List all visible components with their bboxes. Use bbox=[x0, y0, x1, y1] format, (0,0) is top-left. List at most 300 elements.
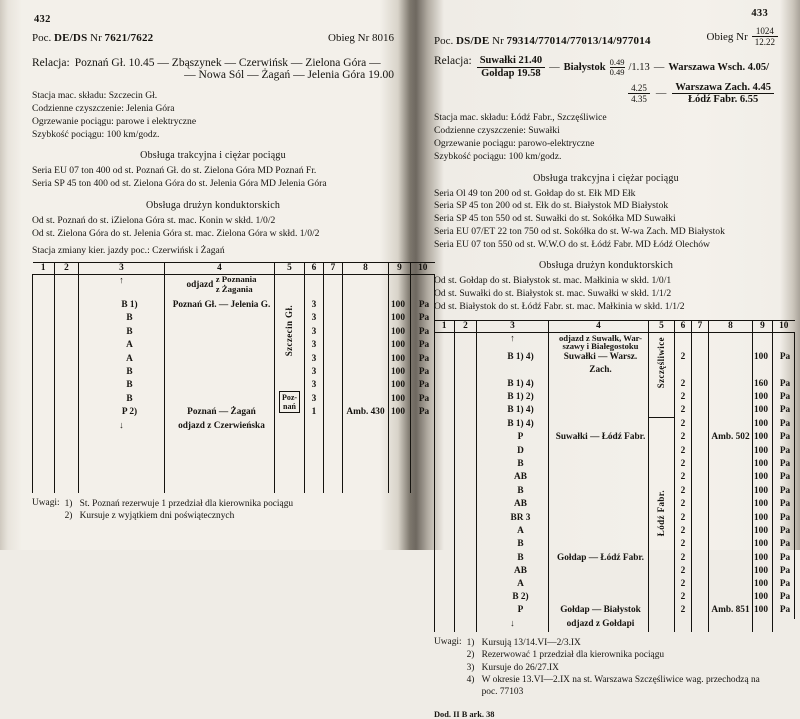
car-count: 1 bbox=[305, 406, 324, 419]
car-class: B 1) bbox=[79, 299, 165, 312]
cell-2 bbox=[55, 326, 79, 339]
cell-7 bbox=[692, 592, 709, 605]
car-class: D bbox=[477, 445, 549, 458]
car-class: B 1) 4) bbox=[477, 418, 549, 431]
consist-table-right bbox=[434, 320, 795, 633]
cell-2 bbox=[455, 404, 477, 417]
car-heating: Pa bbox=[773, 431, 795, 444]
table-row bbox=[435, 458, 795, 471]
car-heating: Pa bbox=[773, 552, 795, 565]
car-heating: Pa bbox=[773, 378, 795, 391]
relation-frac-times bbox=[628, 83, 650, 104]
car-count: 2 bbox=[675, 592, 692, 605]
car-note bbox=[709, 579, 753, 592]
note-item bbox=[65, 498, 293, 510]
cell-8 bbox=[692, 619, 709, 632]
col-header-4: 4 bbox=[549, 320, 649, 332]
obieg-left bbox=[328, 32, 394, 44]
table-row bbox=[33, 366, 435, 379]
car-count: 2 bbox=[675, 431, 692, 444]
cell-2 bbox=[455, 565, 477, 578]
rel-bialystok-times bbox=[610, 58, 625, 78]
table-row bbox=[33, 299, 435, 312]
cell-8 bbox=[709, 332, 753, 351]
table-row-filler bbox=[33, 433, 435, 493]
car-route bbox=[549, 592, 649, 605]
relation-line2-left: — Nowa Sól — Żagań — Jelenia Góra 19.00 bbox=[184, 69, 394, 81]
car-heating: Pa bbox=[411, 393, 435, 406]
car-count: 2 bbox=[675, 498, 692, 511]
cell-7 bbox=[324, 299, 343, 312]
cell-6 bbox=[675, 332, 692, 351]
meta-line: Codzienne czyszczenie: Jelenia Góra bbox=[32, 102, 175, 114]
cell-1 bbox=[33, 406, 55, 419]
cell-6 bbox=[305, 420, 324, 433]
obieg-label-left: Obieg Nr bbox=[328, 32, 370, 44]
cell-7 bbox=[692, 552, 709, 565]
car-speed: 100 bbox=[753, 538, 773, 551]
meta-line: Szybkość pociągu: 100 km/godz. bbox=[32, 128, 160, 140]
meta-line: Codzienne czyszczenie: Suwałki bbox=[434, 125, 560, 136]
car-speed: 100 bbox=[753, 351, 773, 378]
col-header-10: 10 bbox=[773, 320, 795, 332]
car-note bbox=[709, 485, 753, 498]
col-header-3: 3 bbox=[79, 263, 165, 275]
car-class: AB bbox=[477, 565, 549, 578]
cell-2 bbox=[455, 391, 477, 404]
table-row bbox=[33, 312, 435, 325]
crew-heading-left: Obsługa drużyn konduktorskich bbox=[145, 199, 281, 211]
crew-line: Od st. Suwałki do st. Białystok st. mac. Suwałki w skłd. 1/1/2 bbox=[434, 288, 672, 300]
cell-7 bbox=[692, 378, 709, 391]
vertical-label-lodz-fabr: Łódź Fabr. bbox=[655, 490, 666, 537]
crew-line: Od st. Zielona Góra do st. Jelenia Góra st. mac. Zielona Góra w skłd. 1/0/2 bbox=[32, 227, 320, 239]
car-class: B 1) 4) bbox=[477, 351, 549, 378]
car-count: 2 bbox=[675, 525, 692, 538]
obieg-right bbox=[707, 26, 779, 47]
car-count: 2 bbox=[675, 605, 692, 618]
cell-1 bbox=[435, 391, 455, 404]
table-row bbox=[435, 431, 795, 444]
footer-right: Dod. II B ark. 38 bbox=[434, 710, 495, 719]
cell-1 bbox=[435, 619, 455, 632]
car-count: 2 bbox=[675, 579, 692, 592]
car-heating: Pa bbox=[773, 525, 795, 538]
origin-depot-cell-left bbox=[275, 275, 305, 433]
cell-2 bbox=[55, 379, 79, 392]
cell-1 bbox=[435, 378, 455, 391]
cell-1 bbox=[33, 339, 55, 352]
car-note bbox=[709, 458, 753, 471]
arrow-down-cell-left: ↓ bbox=[79, 420, 165, 433]
poc-label-left: Poc. bbox=[32, 32, 52, 44]
car-speed: 100 bbox=[753, 605, 773, 618]
car-route bbox=[549, 565, 649, 578]
cell-2 bbox=[55, 420, 79, 433]
relation-row-2 bbox=[477, 82, 778, 107]
note-text: Kursują 13/14.VI—2/3.IX bbox=[481, 638, 581, 649]
table-row bbox=[33, 420, 435, 433]
table-row bbox=[435, 485, 795, 498]
table-row bbox=[33, 275, 435, 299]
traction-lines-right bbox=[434, 188, 778, 252]
car-speed: 100 bbox=[753, 431, 773, 444]
car-speed: 100 bbox=[389, 366, 411, 379]
cell-2 bbox=[55, 339, 79, 352]
obieg-num: 1024 bbox=[752, 26, 778, 37]
cell-1 bbox=[33, 366, 55, 379]
col-header-8: 8 bbox=[709, 320, 753, 332]
rel-frac1-den: Gołdap 19.58 bbox=[481, 67, 541, 79]
train-header-left bbox=[32, 32, 394, 44]
cell-2 bbox=[455, 471, 477, 484]
departure-key-left: odjazd bbox=[186, 280, 214, 291]
cell-1 bbox=[33, 420, 55, 433]
table-row bbox=[435, 418, 795, 431]
cell-7 bbox=[692, 485, 709, 498]
cell-1 bbox=[435, 458, 455, 471]
page-right bbox=[416, 0, 800, 719]
obieg-value-left: 8016 bbox=[372, 32, 394, 44]
car-class: B bbox=[79, 379, 165, 392]
cell-7 bbox=[324, 326, 343, 339]
cell-7 bbox=[692, 525, 709, 538]
car-route bbox=[165, 353, 275, 366]
cell-1 bbox=[33, 379, 55, 392]
traction-line: Seria SP 45 ton 200 od st. Ełk do st. Białystok MD Białystok bbox=[434, 200, 669, 212]
car-speed: 100 bbox=[753, 391, 773, 404]
cell-7 bbox=[692, 471, 709, 484]
cell-7 bbox=[324, 420, 343, 433]
cell-2 bbox=[55, 393, 79, 406]
meta-block-left bbox=[32, 90, 394, 141]
cell-1 bbox=[435, 605, 455, 618]
car-route: odjazd z Gołdapi bbox=[549, 619, 649, 632]
cell-2 bbox=[55, 366, 79, 379]
note-text: Kursuje z wyjątkiem dni poświątecznych bbox=[79, 511, 235, 522]
train-numbers-right: 79314/77014/77013/14/977014 bbox=[506, 35, 651, 48]
car-class: B bbox=[79, 326, 165, 339]
cell-1 bbox=[435, 525, 455, 538]
traction-heading-right: Obsługa trakcyjna i ciężar pociągu bbox=[533, 172, 679, 184]
col-header-9: 9 bbox=[389, 263, 411, 275]
table-row bbox=[435, 471, 795, 484]
relation-line1-left: Poznań Gł. 10.45 — Zbąszynek — Czerwińsk — Zielona Góra — bbox=[74, 57, 381, 69]
car-speed: 100 bbox=[753, 592, 773, 605]
cell-1 bbox=[435, 565, 455, 578]
relation-right bbox=[434, 55, 778, 106]
relation-label-left: Relacja: bbox=[32, 57, 70, 69]
table-row bbox=[33, 326, 435, 339]
crew-line: Od st. Gołdap do st. Białystok st. mac. Małkinia w skłd. 1/0/1 bbox=[434, 275, 672, 287]
car-note bbox=[343, 366, 389, 379]
vertical-label-szczecin: Szczecin Gł. bbox=[283, 304, 294, 357]
rel-dash-2: — bbox=[653, 61, 665, 73]
cell-7 bbox=[692, 565, 709, 578]
departure-value: z Poznania bbox=[215, 274, 257, 285]
cell-1 bbox=[435, 431, 455, 444]
car-speed: 160 bbox=[753, 378, 773, 391]
meta-line: Szybkość pociągu: 100 km/godz. bbox=[434, 150, 562, 162]
rel-bialystok-b: 0.49 bbox=[609, 66, 625, 77]
cell-5 bbox=[275, 433, 305, 493]
cell-7 bbox=[692, 391, 709, 404]
col-header-9: 9 bbox=[753, 320, 773, 332]
meta-line: Ogrzewanie pociągu: parowo-elektryczne bbox=[434, 137, 595, 149]
car-route: Poznań — Żagań bbox=[165, 406, 275, 419]
car-count: 2 bbox=[675, 418, 692, 431]
cell-1 bbox=[435, 418, 455, 431]
departure-cell-right bbox=[549, 332, 649, 351]
car-note bbox=[343, 312, 389, 325]
cell-8 bbox=[343, 420, 389, 433]
col-header-6: 6 bbox=[675, 320, 692, 332]
crew-lines-left bbox=[32, 215, 394, 241]
cell-6 bbox=[649, 619, 675, 632]
car-class: P 2) bbox=[79, 406, 165, 419]
car-class: A bbox=[79, 339, 165, 352]
cell-7 bbox=[692, 332, 709, 351]
car-class: A bbox=[477, 525, 549, 538]
car-note: Amb. 430 bbox=[343, 406, 389, 419]
col-header-2: 2 bbox=[55, 263, 79, 275]
cell-7 bbox=[692, 404, 709, 417]
relation-frac-warszawa-lodz bbox=[672, 82, 774, 107]
car-count: 3 bbox=[305, 379, 324, 392]
cell-7 bbox=[324, 406, 343, 419]
car-class: B bbox=[477, 552, 549, 565]
relation-row-1 bbox=[477, 55, 778, 80]
obieg-den: 12.22 bbox=[754, 37, 775, 48]
traction-line: Seria EU 07 ton 400 od st. Poznań Gł. do st. Zielona Góra MD Poznań Fr. bbox=[32, 165, 317, 177]
car-count: 3 bbox=[305, 299, 324, 312]
note-item bbox=[467, 637, 778, 649]
car-speed: 100 bbox=[389, 299, 411, 312]
train-number-right bbox=[434, 35, 651, 47]
rel-dash-3: — bbox=[655, 88, 667, 100]
car-heating: Pa bbox=[773, 445, 795, 458]
car-speed: 100 bbox=[753, 404, 773, 417]
train-series-right: DS/DE bbox=[456, 35, 490, 48]
cell-2 bbox=[455, 458, 477, 471]
col-header-1: 1 bbox=[33, 263, 55, 275]
car-note bbox=[343, 379, 389, 392]
car-count: 2 bbox=[675, 445, 692, 458]
car-heating: Pa bbox=[773, 458, 795, 471]
car-speed: 100 bbox=[753, 579, 773, 592]
car-route: Poznań Gł. — Jelenia G. bbox=[165, 299, 275, 312]
cell-1 bbox=[435, 332, 455, 351]
traction-line: Seria Ol 49 ton 200 od st. Gołdap do st. Ełk MD Ełk bbox=[434, 187, 636, 199]
car-note bbox=[709, 592, 753, 605]
car-class: B bbox=[79, 312, 165, 325]
car-route bbox=[165, 379, 275, 392]
car-heating: Pa bbox=[773, 391, 795, 404]
cell-7 bbox=[692, 351, 709, 378]
cell-9 bbox=[709, 619, 753, 632]
cell-1 bbox=[33, 312, 55, 325]
car-class: BR 3 bbox=[477, 512, 549, 525]
table-row bbox=[435, 565, 795, 578]
cell-1 bbox=[435, 552, 455, 565]
cell-7 bbox=[324, 339, 343, 352]
cell-2 bbox=[455, 445, 477, 458]
car-speed: 100 bbox=[389, 339, 411, 352]
boxed-line2: nań bbox=[283, 402, 296, 412]
col-header-10: 10 bbox=[411, 263, 435, 275]
traction-line: Seria SP 45 ton 400 od st. Zielona Góra do st. Jelenia Góra MD Jelenia Góra bbox=[32, 178, 327, 190]
rel-bialystok: Białystok bbox=[563, 61, 606, 73]
notes-left bbox=[32, 498, 394, 522]
train-number-left bbox=[32, 32, 153, 44]
traction-heading-left: Obsługa trakcyjna i ciężar pociągu bbox=[140, 150, 286, 162]
obieg-label-right: Obieg Nr bbox=[706, 30, 748, 43]
page-left bbox=[0, 0, 430, 550]
car-count: 2 bbox=[675, 471, 692, 484]
arrow-up-cell-right: ↑ bbox=[477, 332, 549, 351]
cell-2 bbox=[455, 512, 477, 525]
car-heating: Pa bbox=[411, 339, 435, 352]
meta-line: Ogrzewanie pociągu: parowe i elektryczne bbox=[32, 115, 197, 127]
train-series-left: DE/DS bbox=[54, 32, 88, 44]
car-count: 2 bbox=[675, 565, 692, 578]
folio-number-right: 433 bbox=[751, 8, 768, 19]
car-class: B bbox=[477, 458, 549, 471]
cell-1 bbox=[435, 485, 455, 498]
car-note bbox=[709, 498, 753, 511]
cell-7 bbox=[324, 379, 343, 392]
note-item bbox=[65, 510, 293, 522]
meta-line: Stacja mac. składu: Łódź Fabr., Szczęśliwice bbox=[434, 112, 607, 124]
cell-2 bbox=[455, 592, 477, 605]
note-item bbox=[467, 649, 778, 661]
cell-2 bbox=[55, 433, 79, 493]
cell-2 bbox=[55, 406, 79, 419]
table-row bbox=[435, 605, 795, 618]
cell-7 bbox=[324, 312, 343, 325]
table-row bbox=[435, 579, 795, 592]
cell-8 bbox=[343, 433, 389, 493]
car-count: 3 bbox=[305, 393, 324, 406]
car-speed: 100 bbox=[389, 353, 411, 366]
car-note bbox=[709, 404, 753, 417]
meta-block-right bbox=[434, 112, 778, 163]
table-row bbox=[435, 404, 795, 417]
cell-1 bbox=[435, 351, 455, 378]
meta-line: Stacja mac. składu: Szczecin Gł. bbox=[32, 90, 158, 101]
note-number: 1) bbox=[466, 638, 475, 649]
table-row bbox=[435, 351, 795, 378]
arrow-up-cell-left: ↑ bbox=[79, 275, 165, 299]
cell-1 bbox=[435, 445, 455, 458]
cell-1 bbox=[33, 275, 55, 299]
car-count: 2 bbox=[675, 351, 692, 378]
car-heating: Pa bbox=[411, 299, 435, 312]
relation-label-right: Relacja: bbox=[434, 55, 472, 68]
cell-1 bbox=[33, 393, 55, 406]
car-heating: Pa bbox=[773, 605, 795, 618]
cell-1 bbox=[33, 433, 55, 493]
cell-7 bbox=[324, 366, 343, 379]
car-heating: Pa bbox=[411, 326, 435, 339]
table-header-row-right bbox=[435, 320, 795, 332]
car-class: A bbox=[477, 579, 549, 592]
car-class: B bbox=[79, 366, 165, 379]
car-count: 3 bbox=[305, 366, 324, 379]
col-header-7: 7 bbox=[692, 320, 709, 332]
car-speed: 100 bbox=[753, 498, 773, 511]
car-class: B 1) 4) bbox=[477, 404, 549, 417]
car-speed: 100 bbox=[389, 379, 411, 392]
crew-line: Od st. Poznań do st. iZielona Góra st. mac. Konin w skłd. 1/0/2 bbox=[32, 214, 276, 226]
car-note bbox=[343, 393, 389, 406]
departure-line: szawy i Białegostoku bbox=[562, 341, 639, 352]
table-header-row-left bbox=[33, 263, 435, 275]
note-number: 1) bbox=[64, 498, 73, 509]
cell-7 bbox=[675, 619, 692, 632]
car-speed: 100 bbox=[753, 512, 773, 525]
cell-10 bbox=[753, 619, 773, 632]
car-count: 2 bbox=[675, 538, 692, 551]
car-route bbox=[549, 485, 649, 498]
table-row bbox=[435, 592, 795, 605]
car-speed: 100 bbox=[753, 445, 773, 458]
cell-7 bbox=[692, 431, 709, 444]
cell-1 bbox=[435, 471, 455, 484]
note-number: 4) bbox=[466, 674, 475, 685]
cell-1 bbox=[435, 512, 455, 525]
car-class: B 1) 4) bbox=[477, 378, 549, 391]
table-row bbox=[435, 619, 795, 632]
col-header-5: 5 bbox=[275, 263, 305, 275]
table-row bbox=[435, 445, 795, 458]
cell-7 bbox=[692, 458, 709, 471]
train-header-right bbox=[434, 26, 778, 47]
rel-bialystok-a: 0.49 bbox=[609, 56, 625, 67]
table-row bbox=[435, 525, 795, 538]
rel-dash-1: — bbox=[549, 61, 560, 73]
car-note bbox=[709, 445, 753, 458]
car-note bbox=[343, 326, 389, 339]
note-text: Kursuje do 26/27.IX bbox=[481, 662, 559, 673]
train-numbers-left: 7621/7622 bbox=[104, 32, 154, 44]
car-class: B bbox=[477, 485, 549, 498]
car-count: 2 bbox=[675, 391, 692, 404]
car-count: 2 bbox=[675, 404, 692, 417]
depot-cell-szczesliwice bbox=[649, 332, 675, 418]
car-count: 3 bbox=[305, 339, 324, 352]
cell-2 bbox=[455, 552, 477, 565]
rel-frac1-num: Suwałki 21.40 bbox=[477, 55, 545, 68]
departure-value: z Żagania bbox=[215, 284, 253, 295]
col-header-1: 1 bbox=[435, 320, 455, 332]
car-speed: 100 bbox=[753, 485, 773, 498]
relation-left bbox=[32, 57, 394, 81]
cell-1 bbox=[435, 404, 455, 417]
note-number: 2) bbox=[64, 511, 73, 522]
car-route: Suwałki — Łódź Fabr. bbox=[549, 431, 649, 444]
rel-frac2-num: 4.25 bbox=[628, 83, 650, 94]
car-speed: 100 bbox=[389, 406, 411, 419]
car-heating: Pa bbox=[773, 565, 795, 578]
cell-9 bbox=[389, 433, 411, 493]
car-route bbox=[165, 339, 275, 352]
car-speed: 100 bbox=[389, 326, 411, 339]
car-route bbox=[549, 378, 649, 391]
cell-2 bbox=[455, 525, 477, 538]
cell-9 bbox=[753, 332, 773, 351]
col-header-4: 4 bbox=[165, 263, 275, 275]
